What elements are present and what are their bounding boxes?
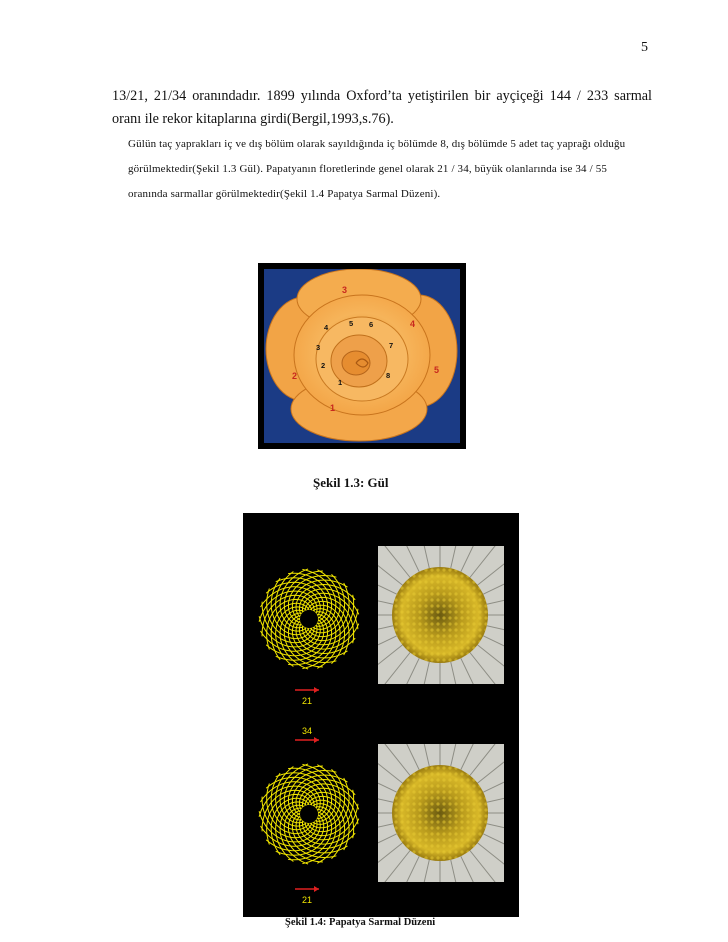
spiral-diagram-top xyxy=(259,569,359,669)
rose-outer-label-2: 2 xyxy=(292,371,298,381)
spiral-count-label-bottom: 21 xyxy=(302,895,313,905)
rose-figure xyxy=(258,263,466,449)
daisy-caption: Şekil 1.4: Papatya Sarmal Düzeni xyxy=(285,917,436,928)
paragraph-2 xyxy=(128,136,658,211)
rose-illustration xyxy=(264,269,460,443)
arrow-top xyxy=(295,687,319,693)
rose-outer-label-4: 4 xyxy=(410,319,416,329)
paragraph-2-line-1: Gülün taç yaprakları iç ve dış bölüm olarak sayıldığında iç bölümde 8, dış bölümde 5 adet taç yaprağı olduğu xyxy=(128,138,626,150)
rose-inner-label-6: 6 xyxy=(369,320,374,329)
rose-inner-label-4: 4 xyxy=(324,323,329,332)
spiral-center xyxy=(300,805,318,823)
rose-inner-label-5: 5 xyxy=(349,319,354,328)
spiral-count-label-top: 21 xyxy=(302,696,313,706)
paragraph-1-line-2: oranı ile rekor kitaplarına girdi(Bergil,1993,s.76). xyxy=(112,111,394,127)
spiral-diagram-bottom xyxy=(259,764,359,864)
spiral-center xyxy=(300,610,318,628)
rose-inner-label-2: 2 xyxy=(321,361,326,370)
daisy-photo-bottom xyxy=(350,723,519,903)
daisy-photo-top xyxy=(350,525,519,705)
rose-caption: Şekil 1.3: Gül xyxy=(313,475,389,490)
rose-petals xyxy=(266,269,457,441)
arrow-bottom xyxy=(295,886,319,892)
paragraph-1-line-1: 13/21, 21/34 oranındadır. 1899 yılında Oxford’ta yetiştirilen bir ayçiçeği 144 / 233 sarmal xyxy=(112,88,652,104)
rose-outer-label-5: 5 xyxy=(434,365,440,375)
arrow-middle xyxy=(295,737,319,743)
rose-inner-label-7: 7 xyxy=(389,341,394,350)
daisy-illustration xyxy=(243,513,519,917)
paragraph-2-line-2: görülmektedir(Şekil 1.3 Gül). Papatyanın floretlerinde genel olarak 21 / 34, büyük olanlarında ise 34 / 55 xyxy=(128,163,608,175)
page-number: 5 xyxy=(641,40,648,55)
rose-inner-label-1: 1 xyxy=(338,378,343,387)
paragraph-2-line-3: oranında sarmallar görülmektedir(Şekil 1.4 Papatya Sarmal Düzeni). xyxy=(128,188,441,200)
paragraph-1 xyxy=(112,85,652,131)
spiral-count-label-middle: 34 xyxy=(302,726,313,736)
rose-inner-label-8: 8 xyxy=(386,371,391,380)
rose-outer-label-1: 1 xyxy=(330,403,336,413)
rose-inner-label-3: 3 xyxy=(316,343,321,352)
rose-outer-label-3: 3 xyxy=(342,285,348,295)
daisy-figure xyxy=(243,513,519,917)
